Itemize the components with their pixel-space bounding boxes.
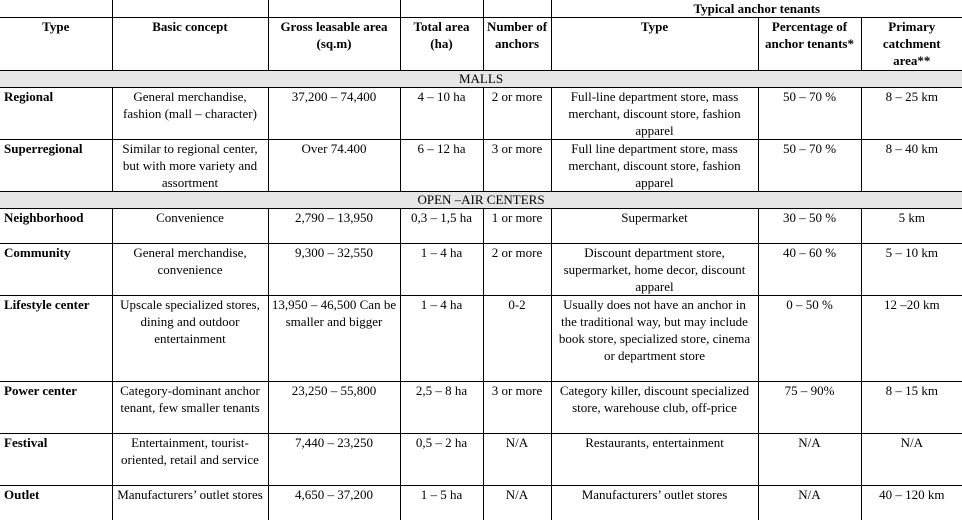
cell-percentage: 50 – 70 % (758, 140, 861, 192)
cell-catchment: 8 – 40 km (861, 140, 962, 192)
header-col-catchment: Primary catchment area** (861, 18, 962, 71)
cell-type: Community (0, 244, 112, 296)
cell-catchment: 8 – 25 km (861, 88, 962, 140)
section-title: OPEN –AIR CENTERS (0, 192, 962, 209)
cell-catchment: N/A (861, 434, 962, 486)
cell-catchment: 5 km (861, 209, 962, 244)
cell-basic-concept: Entertainment, tourist-oriented, retail and service (112, 434, 268, 486)
cell-anchor-type: Full line department store, mass merchant, discount store, fashion apparel (551, 140, 758, 192)
header-col-gla: Gross leasable area (sq.m) (268, 18, 400, 71)
header-spacer (400, 0, 483, 18)
header-col-percentage: Percentage of anchor tenants* (758, 18, 861, 71)
cell-basic-concept: Convenience (112, 209, 268, 244)
cell-number-anchors: 1 or more (483, 209, 551, 244)
cell-anchor-type: Category killer, discount specialized store, warehouse club, off-price (551, 382, 758, 434)
cell-catchment: 8 – 15 km (861, 382, 962, 434)
header-spacer (112, 0, 268, 18)
cell-total-area: 0,3 – 1,5 ha (400, 209, 483, 244)
cell-percentage: N/A (758, 486, 861, 521)
cell-total-area: 1 – 4 ha (400, 296, 483, 382)
header-col-basic-concept: Basic concept (112, 18, 268, 71)
table-body (0, 71, 962, 521)
cell-anchor-type: Supermarket (551, 209, 758, 244)
header-col-number-anchors: Number of anchors (483, 18, 551, 71)
cell-catchment: 40 – 120 km (861, 486, 962, 521)
cell-number-anchors: 2 or more (483, 88, 551, 140)
cell-gla: Over 74.400 (268, 140, 400, 192)
cell-anchor-type: Restaurants, entertainment (551, 434, 758, 486)
table-row (0, 486, 962, 521)
cell-type: Regional (0, 88, 112, 140)
cell-type: Power center (0, 382, 112, 434)
cell-gla: 7,440 – 23,250 (268, 434, 400, 486)
cell-type: Lifestyle center (0, 296, 112, 382)
cell-number-anchors: 3 or more (483, 140, 551, 192)
table-row (0, 382, 962, 434)
cell-total-area: 4 – 10 ha (400, 88, 483, 140)
cell-type: Neighborhood (0, 209, 112, 244)
cell-total-area: 2,5 – 8 ha (400, 382, 483, 434)
header-spacer (483, 0, 551, 18)
cell-percentage: 50 – 70 % (758, 88, 861, 140)
cell-anchor-type: Usually does not have an anchor in the traditional way, but may include book store, specialized store, cinema or department store (551, 296, 758, 382)
cell-number-anchors: 0-2 (483, 296, 551, 382)
header-group-anchor-tenants: Typical anchor tenants (551, 0, 962, 18)
cell-basic-concept: Manufacturers’ outlet stores (112, 486, 268, 521)
cell-basic-concept: General merchandise, fashion (mall – character) (112, 88, 268, 140)
table-row (0, 88, 962, 140)
cell-percentage: 40 – 60 % (758, 244, 861, 296)
cell-type: Superregional (0, 140, 112, 192)
cell-gla: 23,250 – 55,800 (268, 382, 400, 434)
table-row (0, 140, 962, 192)
cell-basic-concept: General merchandise, convenience (112, 244, 268, 296)
section-row (0, 71, 962, 88)
cell-total-area: 0,5 – 2 ha (400, 434, 483, 486)
cell-percentage: N/A (758, 434, 861, 486)
cell-percentage: 30 – 50 % (758, 209, 861, 244)
table-header (0, 0, 962, 71)
cell-number-anchors: N/A (483, 434, 551, 486)
cell-anchor-type: Discount department store, supermarket, home decor, discount apparel (551, 244, 758, 296)
table-row (0, 244, 962, 296)
cell-anchor-type: Manufacturers’ outlet stores (551, 486, 758, 521)
cell-number-anchors: 3 or more (483, 382, 551, 434)
cell-basic-concept: Category-dominant anchor tenant, few smaller tenants (112, 382, 268, 434)
cell-catchment: 12 –20 km (861, 296, 962, 382)
cell-type: Outlet (0, 486, 112, 521)
cell-number-anchors: N/A (483, 486, 551, 521)
cell-gla: 37,200 – 74,400 (268, 88, 400, 140)
cell-gla: 9,300 – 32,550 (268, 244, 400, 296)
table-row (0, 296, 962, 382)
header-col-type: Type (0, 18, 112, 71)
cell-total-area: 1 – 5 ha (400, 486, 483, 521)
cell-percentage: 0 – 50 % (758, 296, 861, 382)
cell-catchment: 5 – 10 km (861, 244, 962, 296)
cell-gla: 4,650 – 37,200 (268, 486, 400, 521)
header-col-anchor-type: Type (551, 18, 758, 71)
header-spacer (268, 0, 400, 18)
cell-anchor-type: Full-line department store, mass merchant, discount store, fashion apparel (551, 88, 758, 140)
section-title: MALLS (0, 71, 962, 88)
table-row (0, 434, 962, 486)
cell-gla: 13,950 – 46,500 Can be smaller and bigger (268, 296, 400, 382)
cell-gla: 2,790 – 13,950 (268, 209, 400, 244)
cell-number-anchors: 2 or more (483, 244, 551, 296)
cell-percentage: 75 – 90% (758, 382, 861, 434)
cell-type: Festival (0, 434, 112, 486)
cell-total-area: 1 – 4 ha (400, 244, 483, 296)
cell-basic-concept: Similar to regional center, but with more variety and assortment (112, 140, 268, 192)
cell-total-area: 6 – 12 ha (400, 140, 483, 192)
table-row (0, 209, 962, 244)
section-row (0, 192, 962, 209)
header-spacer (0, 0, 112, 18)
header-col-total-area: Total area (ha) (400, 18, 483, 71)
cell-basic-concept: Upscale specialized stores, dining and outdoor entertainment (112, 296, 268, 382)
